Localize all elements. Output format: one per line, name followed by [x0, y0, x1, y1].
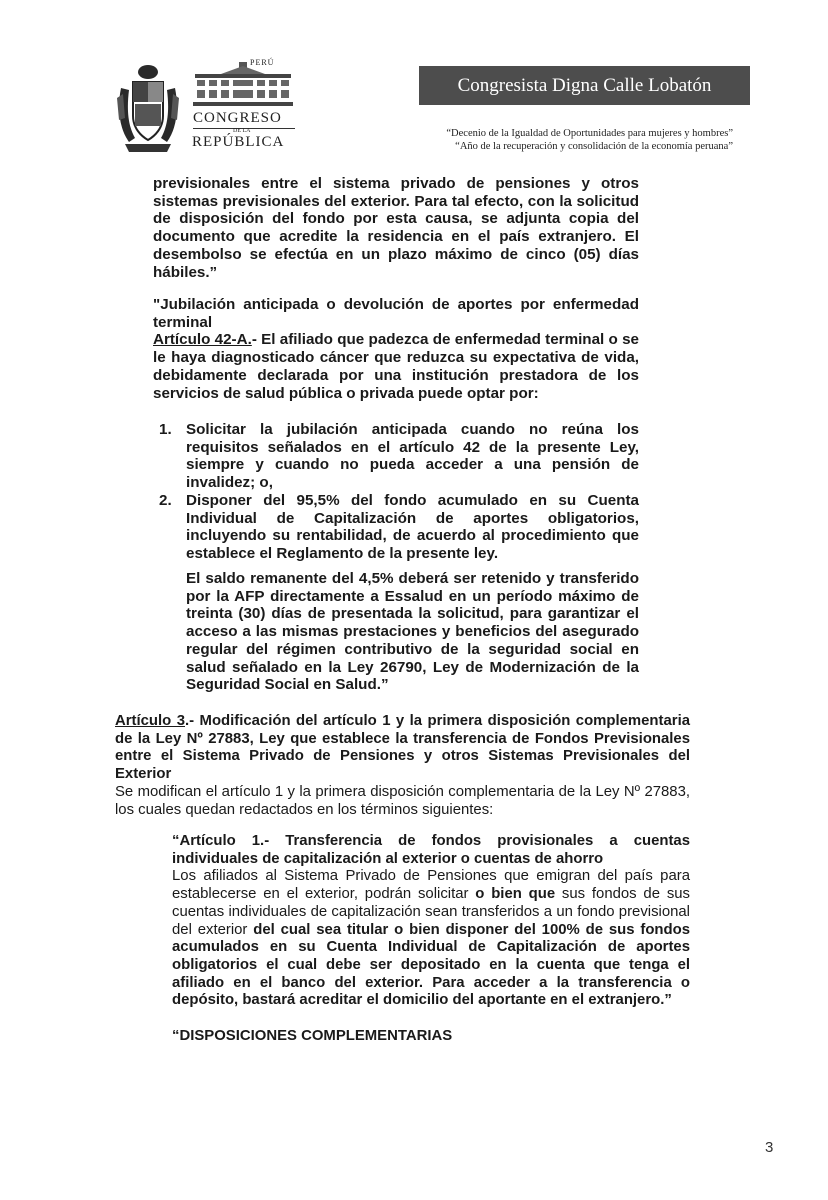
article-3-heading: .- Modificación del artículo 1 y la primera disposición complementaria de la Ley Nº 27883, Ley que establece la transferencia de Fondos Previsionales entre el Sistema Privado de Pensiones y otros Sistemas Previsionales del Exterior: [115, 713, 690, 783]
logo-peru-text: PERÚ: [250, 58, 275, 67]
article-3-label: Artículo 3: [115, 713, 185, 729]
article-1-bold-1: o bien que: [475, 886, 556, 903]
coat-of-arms-icon: [115, 58, 181, 154]
paragraph-remaining-balance: El saldo remanente del 4,5% deberá ser retenido y transferido por la AFP directamente a Essalud en un período máximo de treinta (30) días de presentada la solicitud, para garantizar el acceso a las mismas prestaciones y beneficios del asegurado regular del régimen contributivo de la seguridad social en salud señalado en la Ley 26790, Ley de Modernización de la Seguridad Social en Salud.”: [186, 570, 639, 694]
article-3-body: Se modifican el artículo 1 y la primera disposición complementaria de la Ley Nº 27883, los cuales quedan redactados en los términos siguientes:: [115, 783, 690, 818]
logo-dela-text: DE LA: [233, 128, 251, 134]
article-42a-body: - El afiliado que padezca de enfermedad terminal o se le haya diagnosticado cáncer que reduzca su expectativa de vida, debidamente declarada por una institución prestadora de los servicios de salud pública o privada puede optar por:: [153, 331, 639, 402]
page-number: 3: [765, 1139, 774, 1156]
list-item-text: Solicitar la jubilación anticipada cuando no reúna los requisitos señalados en el artículo 42 de la presente Ley, siempre y cuando no pueda acceder a una pensión de invalidez; o,: [186, 421, 639, 492]
logo-republica-text: REPÚBLICA: [192, 134, 285, 150]
article-42a-heading: "Jubilación anticipada o devolución de aportes por enfermedad terminal: [153, 296, 639, 331]
year-motto: “Año de la recuperación y consolidación de la economía peruana”: [455, 141, 733, 152]
complementary-provisions-heading: “DISPOSICIONES COMPLEMENTARIAS: [172, 1028, 453, 1044]
list-item-number: 2.: [159, 492, 172, 509]
list-item: [159, 421, 639, 492]
list-item-text: Disponer del 95,5% del fondo acumulado en su Cuenta Individual de Capitalización de aportes obligatorios, incluyendo su rentabilidad, de acuerdo al procedimiento que establece el Reglamento de la presente ley.: [186, 492, 639, 563]
article-1-heading: “Artículo 1.- Transferencia de fondos provisionales a cuentas individuales de capitalización al exterior o cuentas de ahorro: [172, 833, 690, 867]
paragraph-transfer-abroad: previsionales entre el sistema privado de pensiones y otros sistemas previsionales del exterior. Para tal efecto, con la solicitud de disposición del fondo por esta causa, se adjunta copia del documento que acredite la residencia en el país extranjero. El desembolso se efectúa en un plazo máximo de cinco (05) días hábiles.”: [153, 175, 639, 281]
paragraph-article-1: [172, 833, 690, 1010]
paragraph-article-3: [115, 713, 690, 819]
article-42a-label: Artículo 42-A.: [153, 331, 252, 349]
list-item-number: 1.: [159, 421, 172, 438]
article-1-bold-2: del cual sea titular o bien disponer del 100% de sus fondos acumulados en su Cuenta Individual de Capitalización de aportes obligatorios el cual debe ser depositado en la cuenta que tenga el afiliado en el banco del exterior. Para acceder a la transferencia o depósito, bastará acreditar el domicilio del aportante en el extranjero.”: [172, 921, 690, 1009]
paragraph-article-42a: [153, 296, 639, 402]
list-item: [159, 492, 639, 563]
logo-congreso-text: CONGRESO: [193, 110, 282, 126]
decade-motto: “Decenio de la Igualdad de Oportunidades para mujeres y hombres”: [446, 128, 733, 139]
article-1-text-1: Los afiliados al Sistema Privado de Pensiones que emigran del país para establecerse en el exterior, podrán solicitar: [172, 868, 690, 903]
congress-building-icon: [191, 60, 295, 108]
article-1-text-2: sus fondos de sus cuentas individuales de capitalización sean transferidos a un fondo previsional del exterior: [172, 886, 690, 938]
congresswoman-banner: Congresista Digna Calle Lobatón: [419, 66, 750, 105]
